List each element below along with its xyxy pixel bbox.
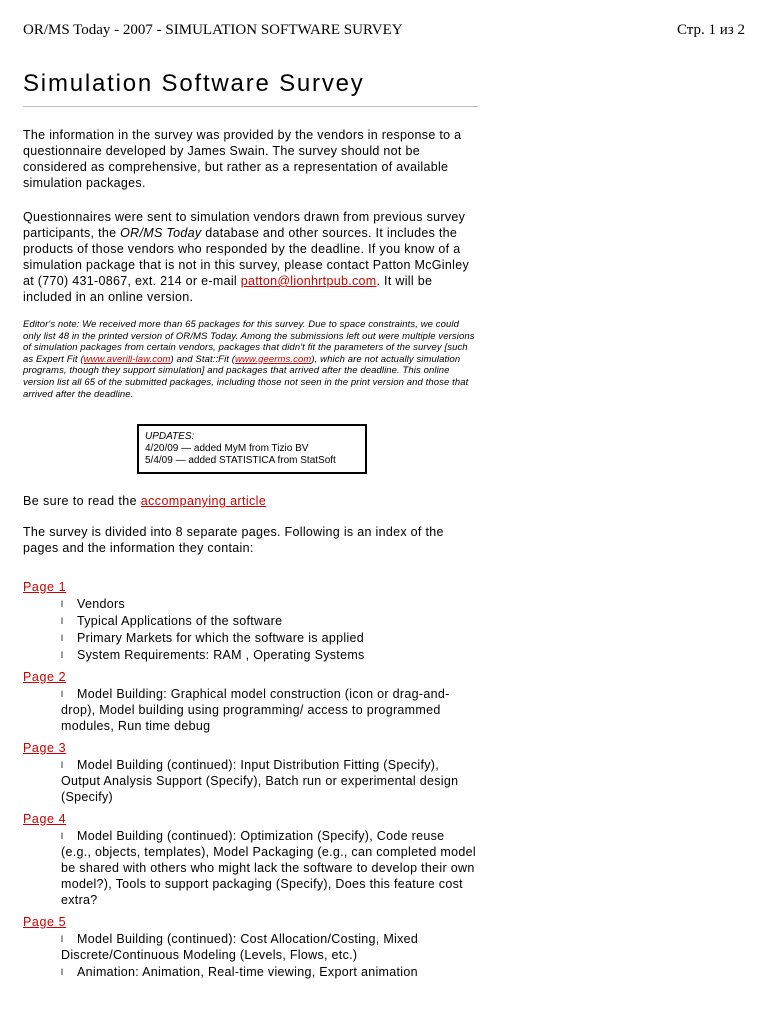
geerms-link[interactable]: www.geerms.com [235,353,312,365]
page-indicator: Стр. 1 из 2 [677,22,745,38]
page-5-items [23,931,478,980]
bullet-icon: l [61,633,64,644]
intro-paragraph: The information in the survey was provided by the vendors in response to a questionnaire developed by James Swain. The survey should not be considered as comprehensive, but rather as a representation of available simulation packages. [23,128,462,190]
page-4-link[interactable]: Page 4 [23,812,67,827]
page-3-items [23,757,478,805]
print-header [23,22,745,42]
list-item-text: Model Building (continued): Cost Allocation/Costing, Mixed Discrete/Continuous Modeling (Levels, Flows, etc.) [61,932,419,963]
page-block-1 [23,578,478,663]
list-item [61,828,478,908]
list-item-text: Model Building (continued): Optimization (Specify), Code reuse (e.g., objects, templates), Model Packaging (e.g., can completed model be shared with others who might lack the software to develop their own model?), Tools to support packaging (Specify), Does this feature cost extra? [61,829,476,908]
bullet-icon: l [61,650,64,661]
update-line-1: 4/20/09 — added MyM from Tizio BV [145,443,309,455]
page-title: Simulation Software Survey [23,70,478,107]
page-4-items [23,828,478,908]
list-item-text: System Requirements: RAM , Operating Systems [77,648,365,663]
email-link[interactable]: patton@lionhrtpub.com [240,274,377,288]
updates-heading: UPDATES: [145,431,195,443]
list-item [61,630,478,646]
list-item-text: Typical Applications of the software [77,614,283,629]
para2-text-1: Questionnaires were sent to simulation vendors drawn from previous survey participants, the [23,210,466,240]
bullet-icon: l [61,967,64,978]
page-2-link[interactable]: Page 2 [23,670,67,685]
bullet-icon: l [61,831,64,842]
index-intro: The survey is divided into 8 separate pages. Following is an index of the pages and the information they contain: [23,525,444,556]
page-block-5 [23,913,478,980]
list-item [61,613,478,629]
page-2-items [23,686,478,734]
editors-note [23,319,478,400]
read-prefix: Be sure to read the [23,494,141,509]
para2-emphasis: OR/MS Today [120,226,202,240]
read-article-line [23,494,478,508]
bullet-icon: l [61,760,64,771]
update-line-2: 5/4/09 — added STATISTICA from StatSoft [145,455,336,467]
list-item-text: Model Building (continued): Input Distribution Fitting (Specify), Output Analysis Support (Specify), Batch run or experimental design (Specify) [61,758,459,805]
note-text-1: Editor's note: We received more than 65 packages for this survey. Due to space constraints, we could only list 48 in the printed version of OR/MS Today. Among the submissions left out were multiple versions of simulation packages from certain vendors, packages that didn't fit the parameters of the survey [such as Expert Fit ( [23,319,475,365]
para2-text-3: . It will be included in an online version. [23,274,433,304]
page-block-3 [23,739,478,805]
page-1-items [23,596,478,663]
note-text-2: ) and Stat::Fit ( [170,353,236,365]
bullet-icon: l [61,616,64,627]
page-block-4 [23,810,478,908]
questionnaire-paragraph [23,209,478,305]
list-item [61,757,478,805]
updates-box [137,424,367,474]
list-item [61,964,478,980]
print-header-title: OR/MS Today - 2007 - SIMULATION SOFTWARE SURVEY [23,22,403,38]
accompanying-article-link[interactable]: accompanying article [140,494,267,509]
page-5-link[interactable]: Page 5 [23,915,67,930]
list-item-text: Vendors [77,597,125,612]
page-block-2 [23,668,478,734]
note-text-3: ), which are not actually simulation programs, though they support simulation] and packages that arrived after the deadline. This online version list all 65 of the submitted packages, including those not seen in the print version and those that arrived after the deadline. [23,353,469,400]
list-item [61,931,478,963]
bullet-icon: l [61,689,64,700]
list-item [61,686,478,734]
page-1-link[interactable]: Page 1 [23,580,67,595]
list-item-text: Primary Markets for which the software is applied [77,631,365,646]
averill-law-link[interactable]: www.averill-law.com [83,353,171,365]
list-item [61,596,478,612]
page-3-link[interactable]: Page 3 [23,741,67,756]
page-index [23,578,478,980]
list-item-text: Model Building: Graphical model construction (icon or drag-and-drop), Model building using programming/ access to programmed modules, Run time debug [61,687,450,734]
bullet-icon: l [61,599,64,610]
document-body [23,70,478,985]
bullet-icon: l [61,934,64,945]
list-item [61,647,478,663]
list-item-text: Animation: Animation, Real-time viewing, Export animation [77,965,418,980]
para2-text-2: database and other sources. It includes the products of those vendors who responded by the deadline. If you know of a simulation package that is not in this survey, please contact Patton McGinley at (770) 431-0867, ext. 214 or e-mail [23,226,469,288]
